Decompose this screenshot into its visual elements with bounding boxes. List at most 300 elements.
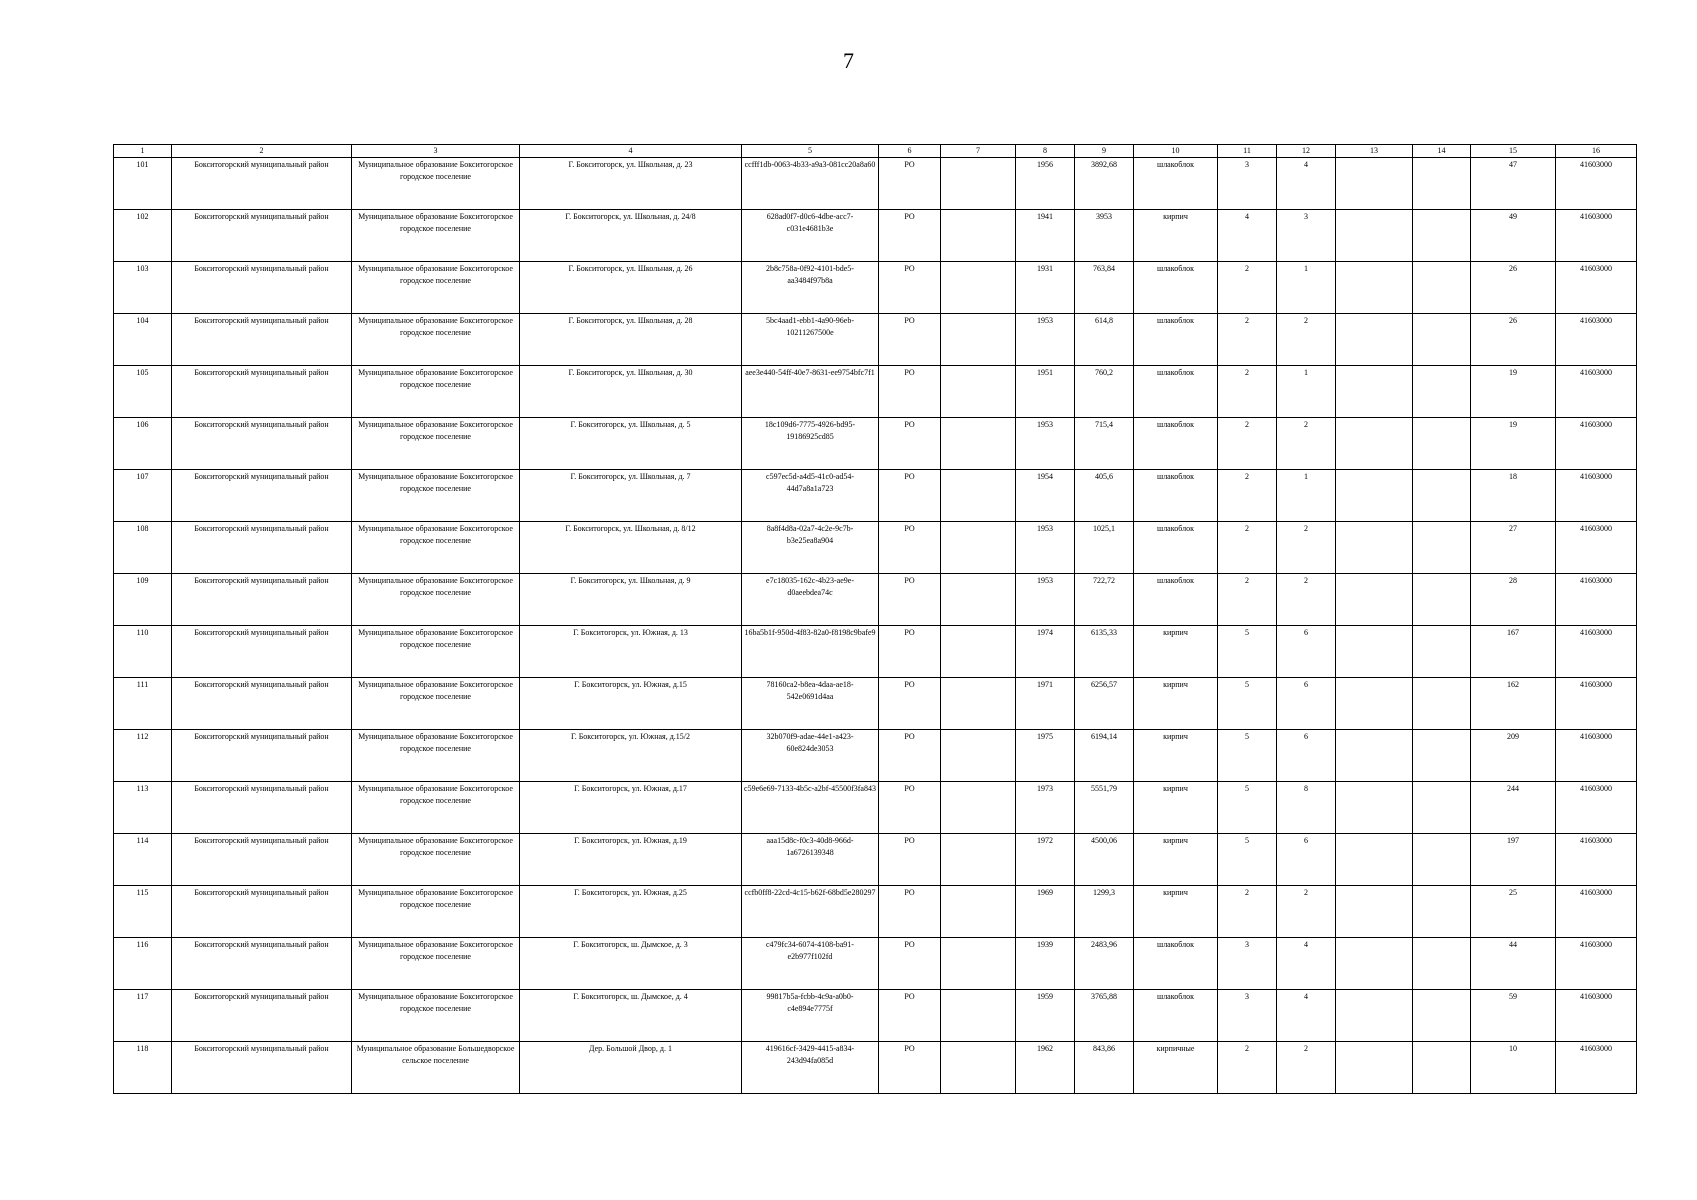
oktmo-cell: 41603000 [1556,262,1637,314]
floors-cell: 4 [1218,210,1277,262]
column-header: 10 [1134,145,1218,158]
wall-material-cell: шлакоблок [1134,470,1218,522]
floors-cell: 2 [1218,418,1277,470]
wall-material-cell: шлакоблок [1134,522,1218,574]
area-cell: 3765,88 [1075,990,1134,1042]
col7-cell [941,158,1016,210]
wall-material-cell: кирпич [1134,782,1218,834]
col13-cell [1336,834,1413,886]
col13-cell [1336,418,1413,470]
col14-cell [1413,470,1471,522]
year-cell: 1941 [1016,210,1075,262]
row-number-cell: 111 [114,678,172,730]
guid-cell: 628ad0f7-d0c6-4dbe-acc7-c031e4681b3e [742,210,879,262]
col14-cell [1413,574,1471,626]
oktmo-cell: 41603000 [1556,782,1637,834]
oktmo-cell: 41603000 [1556,210,1637,262]
col13-cell [1336,1042,1413,1094]
district-cell: Бокситогорский муниципальный район [172,626,352,678]
district-cell: Бокситогорский муниципальный район [172,990,352,1042]
apartments-cell: 47 [1471,158,1556,210]
table-row [114,262,1637,314]
guid-cell: ccfb0ff8-22cd-4c15-b62f-68bd5e280297 [742,886,879,938]
year-cell: 1973 [1016,782,1075,834]
oktmo-cell: 41603000 [1556,990,1637,1042]
col14-cell [1413,730,1471,782]
type-cell: РО [879,990,941,1042]
area-cell: 715,4 [1075,418,1134,470]
district-cell: Бокситогорский муниципальный район [172,314,352,366]
municipality-cell: Муниципальное образование Бокситогорское городское поселение [352,782,520,834]
district-cell: Бокситогорский муниципальный район [172,470,352,522]
col7-cell [941,938,1016,990]
year-cell: 1969 [1016,886,1075,938]
apartments-cell: 28 [1471,574,1556,626]
type-cell: РО [879,834,941,886]
municipality-cell: Муниципальное образование Бокситогорское городское поселение [352,522,520,574]
table-body [114,158,1637,1094]
apartments-cell: 167 [1471,626,1556,678]
floors-cell: 2 [1218,314,1277,366]
area-cell: 763,84 [1075,262,1134,314]
address-cell: Г. Бокситогорск, ш. Дымское, д. 4 [520,990,742,1042]
area-cell: 5551,79 [1075,782,1134,834]
area-cell: 3953 [1075,210,1134,262]
area-cell: 760,2 [1075,366,1134,418]
row-number-cell: 103 [114,262,172,314]
table-row [114,470,1637,522]
col14-cell [1413,210,1471,262]
row-number-cell: 116 [114,938,172,990]
col14-cell [1413,886,1471,938]
col14-cell [1413,262,1471,314]
column-header: 3 [352,145,520,158]
wall-material-cell: кирпич [1134,886,1218,938]
municipality-cell: Муниципальное образование Бокситогорское городское поселение [352,418,520,470]
column-header: 2 [172,145,352,158]
district-cell: Бокситогорский муниципальный район [172,262,352,314]
municipality-cell: Муниципальное образование Бокситогорское городское поселение [352,470,520,522]
col14-cell [1413,782,1471,834]
wall-material-cell: шлакоблок [1134,990,1218,1042]
table-row [114,990,1637,1042]
wall-material-cell: шлакоблок [1134,262,1218,314]
column-header: 14 [1413,145,1471,158]
district-cell: Бокситогорский муниципальный район [172,522,352,574]
type-cell: РО [879,262,941,314]
guid-cell: c59e6e69-7133-4b5c-a2bf-45500f3fa843 [742,782,879,834]
table-row [114,366,1637,418]
col13-cell [1336,990,1413,1042]
col13-cell [1336,678,1413,730]
area-cell: 843,86 [1075,1042,1134,1094]
col14-cell [1413,314,1471,366]
area-cell: 3892,68 [1075,158,1134,210]
apartments-cell: 244 [1471,782,1556,834]
apartments-cell: 27 [1471,522,1556,574]
type-cell: РО [879,418,941,470]
wall-material-cell: шлакоблок [1134,366,1218,418]
wall-material-cell: кирпичные [1134,1042,1218,1094]
oktmo-cell: 41603000 [1556,938,1637,990]
municipality-cell: Муниципальное образование Бокситогорское городское поселение [352,262,520,314]
guid-cell: 99817b5a-fcbb-4c9a-a0b0-c4e894e7775f [742,990,879,1042]
year-cell: 1953 [1016,574,1075,626]
column-header: 7 [941,145,1016,158]
municipality-cell: Муниципальное образование Большедворское сельское поселение [352,1042,520,1094]
entrances-cell: 2 [1277,886,1336,938]
address-cell: Г. Бокситогорск, ул. Школьная, д. 28 [520,314,742,366]
column-header: 9 [1075,145,1134,158]
column-header: 12 [1277,145,1336,158]
col13-cell [1336,210,1413,262]
municipality-cell: Муниципальное образование Бокситогорское городское поселение [352,314,520,366]
address-cell: Г. Бокситогорск, ул. Школьная, д. 5 [520,418,742,470]
floors-cell: 2 [1218,1042,1277,1094]
municipality-cell: Муниципальное образование Бокситогорское городское поселение [352,366,520,418]
address-cell: Г. Бокситогорск, ул. Южная, д. 13 [520,626,742,678]
col7-cell [941,678,1016,730]
col14-cell [1413,678,1471,730]
apartments-cell: 19 [1471,366,1556,418]
col14-cell [1413,158,1471,210]
wall-material-cell: кирпич [1134,730,1218,782]
entrances-cell: 6 [1277,730,1336,782]
row-number-cell: 113 [114,782,172,834]
district-cell: Бокситогорский муниципальный район [172,782,352,834]
oktmo-cell: 41603000 [1556,1042,1637,1094]
col7-cell [941,262,1016,314]
floors-cell: 2 [1218,522,1277,574]
type-cell: РО [879,366,941,418]
floors-cell: 2 [1218,366,1277,418]
row-number-cell: 106 [114,418,172,470]
column-header: 5 [742,145,879,158]
year-cell: 1953 [1016,522,1075,574]
col13-cell [1336,158,1413,210]
row-number-cell: 104 [114,314,172,366]
table-row [114,678,1637,730]
wall-material-cell: шлакоблок [1134,314,1218,366]
entrances-cell: 3 [1277,210,1336,262]
year-cell: 1962 [1016,1042,1075,1094]
district-cell: Бокситогорский муниципальный район [172,366,352,418]
year-cell: 1953 [1016,418,1075,470]
district-cell: Бокситогорский муниципальный район [172,210,352,262]
apartments-cell: 18 [1471,470,1556,522]
year-cell: 1953 [1016,314,1075,366]
floors-cell: 2 [1218,886,1277,938]
year-cell: 1951 [1016,366,1075,418]
floors-cell: 5 [1218,834,1277,886]
district-cell: Бокситогорский муниципальный район [172,730,352,782]
wall-material-cell: кирпич [1134,210,1218,262]
column-header: 8 [1016,145,1075,158]
type-cell: РО [879,210,941,262]
table-row [114,314,1637,366]
municipality-cell: Муниципальное образование Бокситогорское городское поселение [352,938,520,990]
year-cell: 1931 [1016,262,1075,314]
table-row [114,886,1637,938]
col7-cell [941,522,1016,574]
guid-cell: c479fc34-6074-4108-ba91-e2b977f102fd [742,938,879,990]
col7-cell [941,886,1016,938]
page-number: 7 [843,48,854,73]
address-cell: Г. Бокситогорск, ул. Южная, д.15/2 [520,730,742,782]
municipality-cell: Муниципальное образование Бокситогорское городское поселение [352,834,520,886]
column-header: 15 [1471,145,1556,158]
table-row [114,418,1637,470]
wall-material-cell: шлакоблок [1134,158,1218,210]
col7-cell [941,366,1016,418]
col14-cell [1413,834,1471,886]
area-cell: 6194,14 [1075,730,1134,782]
col13-cell [1336,366,1413,418]
row-number-cell: 108 [114,522,172,574]
wall-material-cell: шлакоблок [1134,938,1218,990]
municipality-cell: Муниципальное образование Бокситогорское городское поселение [352,158,520,210]
floors-cell: 5 [1218,782,1277,834]
area-cell: 722,72 [1075,574,1134,626]
area-cell: 405,6 [1075,470,1134,522]
district-cell: Бокситогорский муниципальный район [172,938,352,990]
oktmo-cell: 41603000 [1556,886,1637,938]
col7-cell [941,782,1016,834]
column-header: 13 [1336,145,1413,158]
floors-cell: 2 [1218,470,1277,522]
address-cell: Г. Бокситогорск, ул. Школьная, д. 9 [520,574,742,626]
column-header: 4 [520,145,742,158]
col14-cell [1413,1042,1471,1094]
address-cell: Г. Бокситогорск, ул. Школьная, д. 7 [520,470,742,522]
guid-cell: aee3e440-54ff-40e7-8631-ee9754bfc7f1 [742,366,879,418]
col14-cell [1413,626,1471,678]
column-header: 1 [114,145,172,158]
row-number-cell: 102 [114,210,172,262]
floors-cell: 2 [1218,262,1277,314]
col14-cell [1413,418,1471,470]
table-row [114,210,1637,262]
address-cell: Г. Бокситогорск, ул. Южная, д.19 [520,834,742,886]
area-cell: 6256,57 [1075,678,1134,730]
col13-cell [1336,522,1413,574]
table-row [114,574,1637,626]
guid-cell: e7c18035-162c-4b23-ae9e-d0aeebdea74c [742,574,879,626]
address-cell: Г. Бокситогорск, ул. Южная, д.17 [520,782,742,834]
wall-material-cell: шлакоблок [1134,574,1218,626]
column-header: 11 [1218,145,1277,158]
floors-cell: 5 [1218,678,1277,730]
floors-cell: 5 [1218,626,1277,678]
col7-cell [941,1042,1016,1094]
entrances-cell: 1 [1277,470,1336,522]
floors-cell: 3 [1218,158,1277,210]
type-cell: РО [879,158,941,210]
type-cell: РО [879,314,941,366]
entrances-cell: 1 [1277,262,1336,314]
apartments-cell: 162 [1471,678,1556,730]
entrances-cell: 6 [1277,834,1336,886]
type-cell: РО [879,574,941,626]
apartments-cell: 10 [1471,1042,1556,1094]
apartments-cell: 26 [1471,262,1556,314]
oktmo-cell: 41603000 [1556,366,1637,418]
guid-cell: c597ec5d-a4d5-41c0-ad54-44d7a8a1a723 [742,470,879,522]
oktmo-cell: 41603000 [1556,158,1637,210]
col13-cell [1336,574,1413,626]
area-cell: 6135,33 [1075,626,1134,678]
year-cell: 1971 [1016,678,1075,730]
entrances-cell: 2 [1277,522,1336,574]
type-cell: РО [879,678,941,730]
col13-cell [1336,262,1413,314]
guid-cell: 8a8f4d8a-02a7-4c2e-9c7b-b3e25ea8a904 [742,522,879,574]
oktmo-cell: 41603000 [1556,730,1637,782]
wall-material-cell: шлакоблок [1134,418,1218,470]
table-row [114,782,1637,834]
row-number-cell: 118 [114,1042,172,1094]
col7-cell [941,314,1016,366]
year-cell: 1972 [1016,834,1075,886]
year-cell: 1959 [1016,990,1075,1042]
apartments-cell: 59 [1471,990,1556,1042]
district-cell: Бокситогорский муниципальный район [172,418,352,470]
municipality-cell: Муниципальное образование Бокситогорское городское поселение [352,990,520,1042]
type-cell: РО [879,730,941,782]
type-cell: РО [879,938,941,990]
floors-cell: 5 [1218,730,1277,782]
address-cell: Г. Бокситогорск, ул. Школьная, д. 26 [520,262,742,314]
apartments-cell: 209 [1471,730,1556,782]
column-header: 6 [879,145,941,158]
municipality-cell: Муниципальное образование Бокситогорское городское поселение [352,210,520,262]
oktmo-cell: 41603000 [1556,834,1637,886]
entrances-cell: 2 [1277,1042,1336,1094]
area-cell: 1299,3 [1075,886,1134,938]
oktmo-cell: 41603000 [1556,314,1637,366]
entrances-cell: 1 [1277,366,1336,418]
year-cell: 1974 [1016,626,1075,678]
table-row [114,938,1637,990]
year-cell: 1956 [1016,158,1075,210]
col7-cell [941,470,1016,522]
guid-cell: 5bc4aad1-ebb1-4a90-96eb-10211267500e [742,314,879,366]
table-row [114,522,1637,574]
oktmo-cell: 41603000 [1556,574,1637,626]
municipality-cell: Муниципальное образование Бокситогорское городское поселение [352,886,520,938]
entrances-cell: 6 [1277,626,1336,678]
entrances-cell: 2 [1277,574,1336,626]
entrances-cell: 4 [1277,990,1336,1042]
address-cell: Г. Бокситогорск, ул. Школьная, д. 23 [520,158,742,210]
table-row [114,626,1637,678]
oktmo-cell: 41603000 [1556,418,1637,470]
guid-cell: aaa15d8c-f0c3-40d8-966d-1a6726139348 [742,834,879,886]
row-number-cell: 112 [114,730,172,782]
row-number-cell: 101 [114,158,172,210]
apartments-cell: 44 [1471,938,1556,990]
type-cell: РО [879,470,941,522]
entrances-cell: 8 [1277,782,1336,834]
wall-material-cell: кирпич [1134,626,1218,678]
area-cell: 614,8 [1075,314,1134,366]
guid-cell: 32b070f9-adae-44e1-a423-60e824de3053 [742,730,879,782]
oktmo-cell: 41603000 [1556,522,1637,574]
entrances-cell: 4 [1277,158,1336,210]
wall-material-cell: кирпич [1134,834,1218,886]
col7-cell [941,574,1016,626]
row-number-cell: 117 [114,990,172,1042]
col7-cell [941,990,1016,1042]
table-row [114,730,1637,782]
address-cell: Г. Бокситогорск, ул. Южная, д.15 [520,678,742,730]
municipality-cell: Муниципальное образование Бокситогорское городское поселение [352,574,520,626]
year-cell: 1939 [1016,938,1075,990]
municipality-cell: Муниципальное образование Бокситогорское городское поселение [352,730,520,782]
year-cell: 1954 [1016,470,1075,522]
apartments-cell: 49 [1471,210,1556,262]
entrances-cell: 2 [1277,314,1336,366]
apartments-cell: 25 [1471,886,1556,938]
municipality-cell: Муниципальное образование Бокситогорское городское поселение [352,678,520,730]
area-cell: 2483,96 [1075,938,1134,990]
row-number-cell: 107 [114,470,172,522]
col13-cell [1336,782,1413,834]
col7-cell [941,626,1016,678]
oktmo-cell: 41603000 [1556,626,1637,678]
guid-cell: ccfff1db-0063-4b33-a9a3-081cc20a8a60 [742,158,879,210]
col7-cell [941,210,1016,262]
district-cell: Бокситогорский муниципальный район [172,678,352,730]
registry-table [113,144,1637,1094]
district-cell: Бокситогорский муниципальный район [172,158,352,210]
col13-cell [1336,730,1413,782]
col13-cell [1336,938,1413,990]
address-cell: Г. Бокситогорск, ш. Дымское, д. 3 [520,938,742,990]
area-cell: 4500,06 [1075,834,1134,886]
address-cell: Г. Бокситогорск, ул. Школьная, д. 24/8 [520,210,742,262]
table-row [114,158,1637,210]
address-cell: Г. Бокситогорск, ул. Школьная, д. 8/12 [520,522,742,574]
row-number-cell: 110 [114,626,172,678]
guid-cell: 2b8c758a-0f92-4101-bde5-aa3484f97b8a [742,262,879,314]
address-cell: Г. Бокситогорск, ул. Школьная, д. 30 [520,366,742,418]
address-cell: Г. Бокситогорск, ул. Южная, д.25 [520,886,742,938]
row-number-cell: 114 [114,834,172,886]
row-number-cell: 105 [114,366,172,418]
floors-cell: 3 [1218,990,1277,1042]
col7-cell [941,730,1016,782]
col13-cell [1336,314,1413,366]
type-cell: РО [879,886,941,938]
wall-material-cell: кирпич [1134,678,1218,730]
col7-cell [941,418,1016,470]
district-cell: Бокситогорский муниципальный район [172,574,352,626]
col13-cell [1336,470,1413,522]
address-cell: Дер. Большой Двор, д. 1 [520,1042,742,1094]
floors-cell: 2 [1218,574,1277,626]
table-row [114,1042,1637,1094]
type-cell: РО [879,626,941,678]
guid-cell: 18c109d6-7775-4926-bd95-19186925cd85 [742,418,879,470]
col14-cell [1413,522,1471,574]
col7-cell [941,834,1016,886]
apartments-cell: 19 [1471,418,1556,470]
oktmo-cell: 41603000 [1556,470,1637,522]
entrances-cell: 2 [1277,418,1336,470]
entrances-cell: 6 [1277,678,1336,730]
type-cell: РО [879,522,941,574]
